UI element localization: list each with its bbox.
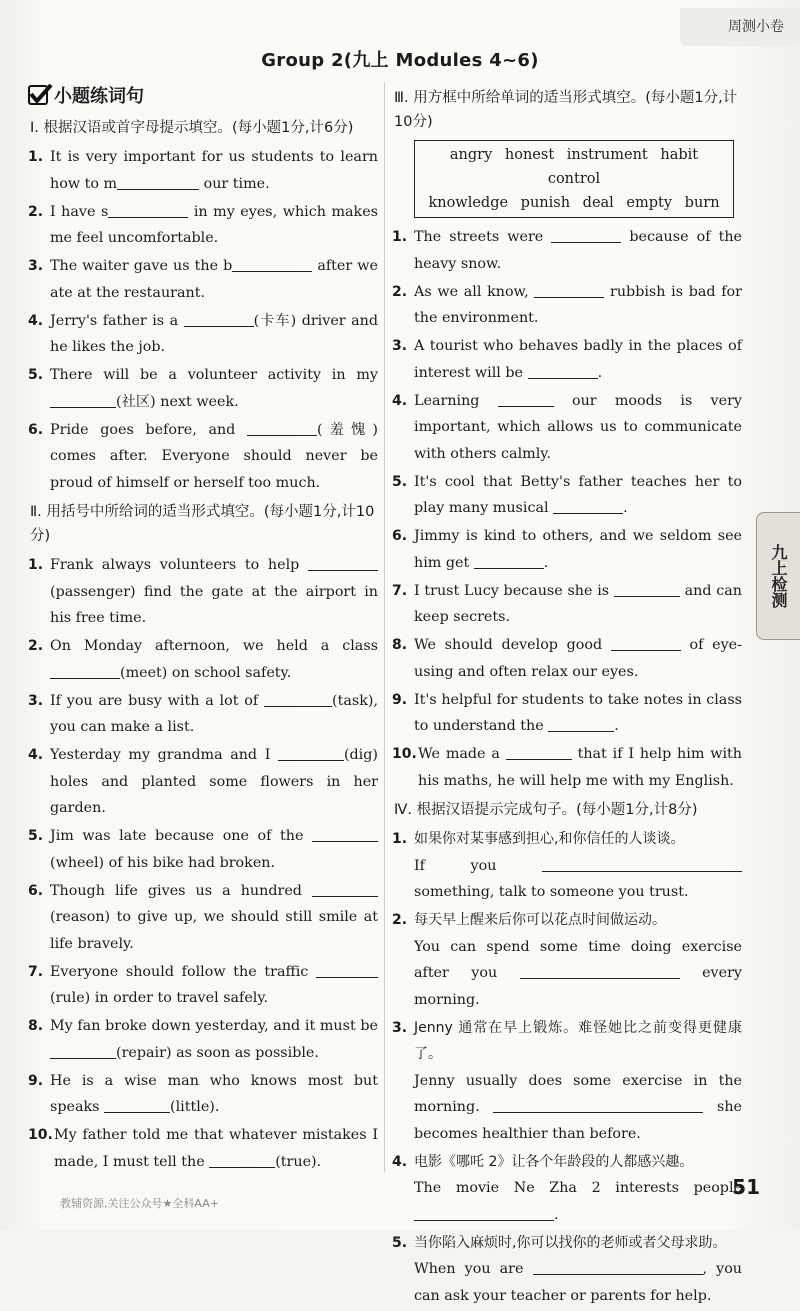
- list-item: 3. Jenny 通常在早上锻炼。难怪她比之前变得更健康了。 Jenny usually does some exercise in the morning. she becomes healthier than before.: [392, 1019, 742, 1142]
- answer-blank[interactable]: [474, 552, 544, 569]
- list-item: 8. My fan broke down yesterday, and it must be (repair) as soon as possible.: [28, 1018, 378, 1061]
- answer-blank[interactable]: [553, 497, 623, 514]
- section2-title: Ⅱ. 用括号中所给词的适当形式填空。(每小题1分,计10分): [30, 504, 375, 544]
- list-item: 4. Jerry's father is a (卡车) driver and he likes the job.: [28, 308, 378, 361]
- side-tab: 九上检测: [756, 512, 800, 640]
- list-item: 1. It is very important for us students to learn how to m our time.: [28, 149, 378, 192]
- answer-blank[interactable]: [534, 281, 604, 298]
- answer-blank[interactable]: [184, 310, 254, 327]
- list-item: 6. Pride goes before, and (羞愧) comes after. Everyone should never be proud of himself or herself too much.: [28, 417, 378, 497]
- answer-blank[interactable]: [611, 634, 681, 651]
- list-item: 10. My father told me that whatever mistakes I made, I must tell the (true).: [28, 1127, 378, 1170]
- word-box-line-2: knowledge punish deal empty burn: [428, 195, 720, 211]
- answer-blank[interactable]: [542, 855, 742, 872]
- answer-blank[interactable]: [278, 744, 344, 761]
- answer-blank[interactable]: [50, 1042, 116, 1059]
- answer-blank[interactable]: [528, 362, 598, 379]
- section1-list: [28, 144, 378, 496]
- page-title: Group 2(九上 Modules 4~6): [261, 50, 539, 71]
- answer-blank[interactable]: [232, 255, 312, 272]
- footer-source: 教辅资源,关注公众号★全科AA+: [60, 1197, 219, 1210]
- list-item: 9. It's helpful for students to take notes in class to understand the .: [392, 691, 742, 734]
- answer-blank[interactable]: [50, 662, 120, 679]
- left-column: [28, 82, 378, 1177]
- list-item: 2. 每天早上醒来后你可以花点时间做运动。 You can spend some time doing exercise after you every morning.: [392, 912, 742, 1008]
- section2-list: [28, 552, 378, 1175]
- section4-list: [392, 826, 742, 1309]
- list-item: 6. Jimmy is kind to others, and we seldom see him get .: [392, 528, 742, 571]
- list-item: 2. I have s in my eyes, which makes me feel uncomfortable.: [28, 199, 378, 252]
- answer-blank[interactable]: [104, 1096, 170, 1113]
- list-item: 2. On Monday afternoon, we held a class (meet) on school safety.: [28, 638, 378, 681]
- answer-blank[interactable]: [308, 554, 378, 571]
- answer-blank[interactable]: [312, 880, 378, 897]
- section1-title: Ⅰ. 根据汉语或首字母提示填空。(每小题1分,计6分): [30, 120, 354, 136]
- list-item: 1. 如果你对某事感到担心,和你信任的人谈谈。 If you something, talk to someone you trust.: [392, 826, 742, 906]
- section3-list: [392, 224, 742, 794]
- page-number: 51: [732, 1175, 760, 1199]
- answer-blank[interactable]: [264, 690, 332, 707]
- section3-title: Ⅲ. 用方框中所给单词的适当形式填空。(每小题1分,计10分): [394, 90, 738, 130]
- list-item: 1. The streets were because of the heavy snow.: [392, 224, 742, 277]
- answer-blank[interactable]: [316, 961, 378, 978]
- list-item: 1. Frank always volunteers to help (passenger) find the gate at the airport in his free time.: [28, 552, 378, 632]
- list-item: 3. If you are busy with a lot of (task), you can make a list.: [28, 688, 378, 741]
- list-item: 5. There will be a volunteer activity in my (社区) next week.: [28, 367, 378, 410]
- list-item: 3. A tourist who behaves badly in the places of interest will be .: [392, 338, 742, 381]
- answer-blank[interactable]: [614, 580, 680, 597]
- answer-blank[interactable]: [533, 1258, 703, 1275]
- section4-title: Ⅳ. 根据汉语提示完成句子。(每小题1分,计8分): [394, 802, 698, 818]
- block-heading-text: 小题练词句: [54, 86, 144, 107]
- answer-blank[interactable]: [548, 715, 614, 732]
- list-item: 6. Though life gives us a hundred (reason) to give up, we should still smile at life bravely.: [28, 878, 378, 958]
- answer-blank[interactable]: [493, 1096, 703, 1113]
- list-item: 7. Everyone should follow the traffic (rule) in order to travel safely.: [28, 959, 378, 1012]
- checkbox-icon: [28, 85, 48, 105]
- answer-blank[interactable]: [209, 1151, 275, 1168]
- right-column: [392, 82, 742, 1311]
- answer-blank[interactable]: [520, 962, 680, 979]
- answer-blank[interactable]: [50, 391, 116, 408]
- list-item: 4. Yesterday my grandma and I (dig) holes and planted some flowers in her garden.: [28, 742, 378, 822]
- word-box: [414, 140, 734, 218]
- answer-blank[interactable]: [506, 743, 572, 760]
- answer-blank[interactable]: [108, 201, 188, 218]
- list-item: 5. 当你陷入麻烦时,你可以找你的老师或者父母求助。 When you are , you can ask your teacher or parents for help.: [392, 1234, 743, 1304]
- list-item: 5. Jim was late because one of the (wheel) of his bike had broken.: [28, 823, 378, 876]
- answer-blank[interactable]: [247, 419, 317, 436]
- answer-blank[interactable]: [414, 1204, 554, 1221]
- list-item: 10. We made a that if I help him with his maths, he will help me with my English.: [392, 741, 742, 794]
- list-item: 7. I trust Lucy because she is and can keep secrets.: [392, 578, 742, 631]
- list-item: 3. The waiter gave us the b after we ate at the restaurant.: [28, 253, 378, 306]
- answer-blank[interactable]: [498, 390, 554, 407]
- answer-blank[interactable]: [312, 825, 378, 842]
- header-tag: 周测小卷: [680, 8, 800, 46]
- list-item: 8. We should develop good of eye-using and often relax our eyes.: [392, 632, 742, 685]
- list-item: 2. As we all know, rubbish is bad for the environment.: [392, 279, 742, 332]
- list-item: 5. It's cool that Betty's father teaches her to play many musical .: [392, 473, 742, 516]
- block-heading: [28, 82, 378, 108]
- list-item: 4. 电影《哪吒 2》让各个年龄段的人都感兴趣。 The movie Ne Zha 2 interests people .: [392, 1153, 742, 1223]
- word-box-line-1: angry honest instrument habit control: [449, 147, 699, 187]
- answer-blank[interactable]: [117, 173, 199, 190]
- list-item: 4. Learning our moods is very important, which allows us to communicate with others calmly.: [392, 388, 742, 468]
- answer-blank[interactable]: [551, 226, 621, 243]
- column-divider: [384, 82, 385, 1172]
- list-item: 9. He is a wise man who knows most but speaks (little).: [28, 1072, 378, 1115]
